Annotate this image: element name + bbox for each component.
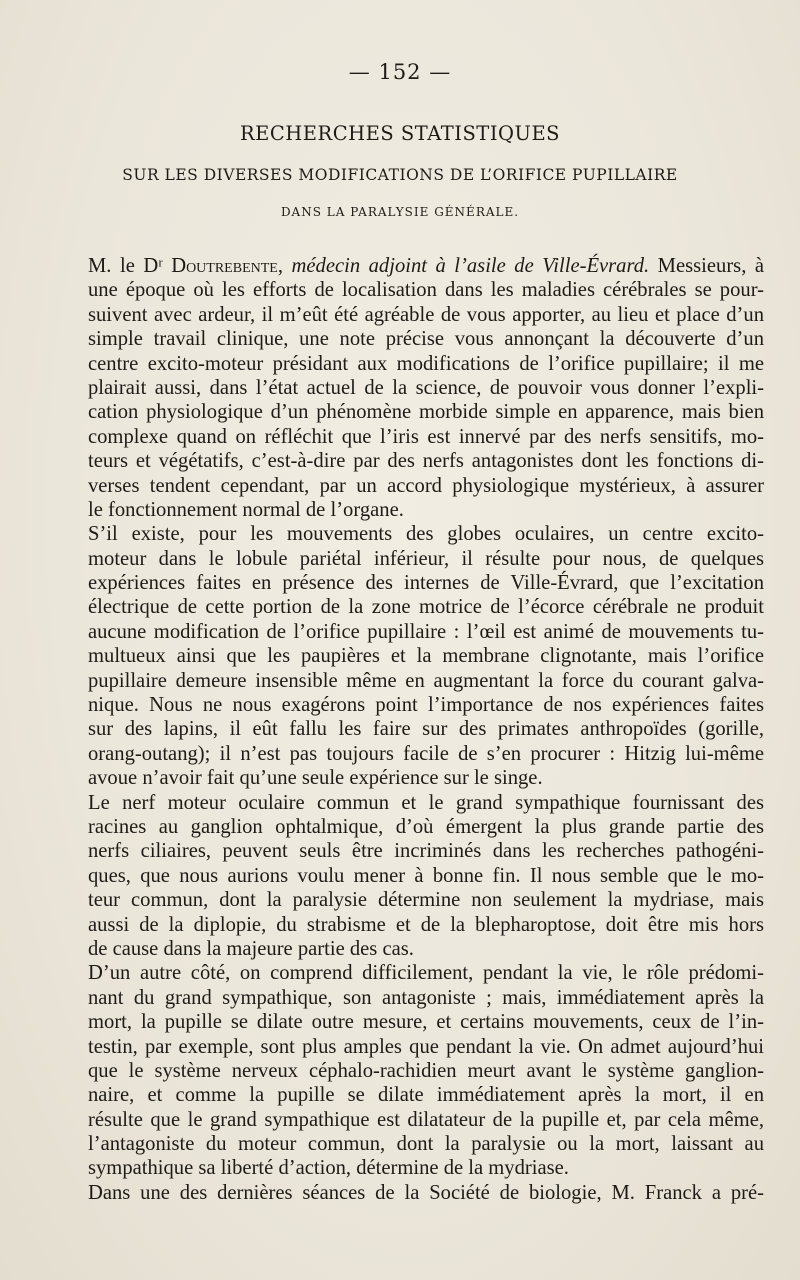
text-line: centre excito-moteur présidant aux modifications de l’orifice pupillaire; il me xyxy=(88,352,764,375)
speaker-prefix: M. le Dʳ xyxy=(88,255,172,277)
text-line: ques, que nous aurions voulu mener à bonne fin. Il nous semble que le mo- xyxy=(88,864,764,887)
body-text xyxy=(88,254,764,1205)
speaker-role: médecin adjoint à l’asile de Ville-Évrard. xyxy=(291,255,650,277)
text-line: teur commun, dont la paralysie détermine non seulement la mydriase, mais xyxy=(88,889,764,912)
text-line: mort, la pupille se dilate outre mesure, et certains mouvements, ceux de l’in- xyxy=(88,1011,764,1034)
text-line: pupillaire demeure insensible même en augmentant la force du courant galva- xyxy=(88,669,764,692)
text-line: complexe quand on réfléchit que l’iris est innervé par des nerfs sensitifs, mo- xyxy=(88,425,764,448)
text-line: l’antagoniste du moteur commun, dont la paralysie ou la mort, laissant au xyxy=(88,1133,764,1156)
speaker-name: Doutrebente xyxy=(171,255,278,277)
text-line: expériences faites en présence des internes de Ville-Évrard, que l’excitation xyxy=(88,572,764,595)
text-line: D’un autre côté, on comprend difficilement, pendant la vie, le rôle prédomi- xyxy=(88,962,764,985)
page-number: — 152 — xyxy=(348,60,452,84)
page-subtitle-secondary: DANS LA PARALYSIE GÉNÉRALE. xyxy=(280,205,520,219)
text-line: moteur dans le lobule pariétal inférieur, il résulte pour nous, de quelques xyxy=(88,547,764,570)
text-line: suivent avec ardeur, il m’eût été agréable de vous apporter, au lieu et place d’un xyxy=(88,303,764,326)
text-line: de cause dans la majeure partie des cas. xyxy=(88,937,414,960)
text-line: Dans une des dernières séances de la Société de biologie, M. Franck a pré- xyxy=(88,1181,764,1204)
page-title: RECHERCHES STATISTIQUES xyxy=(239,122,561,145)
text-line: verses tendent cependant, par un accord physiologique mystérieux, à assurer xyxy=(88,474,764,497)
text-line: simple travail clinique, une note précise vous annonçant la découverte d’un xyxy=(88,328,764,351)
text-lines xyxy=(88,278,764,1205)
text-line: nant du grand sympathique, son antagoniste ; mais, immédiatement après la xyxy=(88,986,764,1009)
text-line: nique. Nous ne nous exagérons point l’importance de nos expériences faites xyxy=(88,694,764,717)
text-line: S’il existe, pour les mouvements des globes oculaires, un centre excito- xyxy=(88,523,764,546)
text-line: une époque où les efforts de localisation dans les maladies cérébrales se pour- xyxy=(88,279,764,302)
text-line: électrique de cette portion de la zone motrice de l’écorce cérébrale ne produit xyxy=(88,596,764,619)
text-line: plairait aussi, dans l’état actuel de la science, de pouvoir vous donner l’expli- xyxy=(88,376,764,399)
text-line: testin, par exemple, sont plus amples que pendant la vie. On admet aujourd’hui xyxy=(88,1035,764,1058)
page-subtitle: SUR LES DIVERSES MODIFICATIONS DE L’ORIFICE PUPILLAIRE xyxy=(122,166,678,184)
text-line: teurs et végétatifs, c’est-à-dire par des nerfs antagonistes dont les fonctions di- xyxy=(88,450,764,473)
text-line: avoue n’avoir fait qu’une seule expérience sur le singe. xyxy=(88,767,543,790)
text-line: orang-outang); il n’est pas toujours facile de s’en procurer : Hitzig lui-même xyxy=(88,742,764,765)
text-line: aussi de la diplopie, du strabisme et de la blepharoptose, doit être mis hors xyxy=(88,913,764,936)
text-line: sympathique sa liberté d’action, détermine de la mydriase. xyxy=(88,1157,569,1180)
text-line: aucune modification de l’orifice pupillaire : l’œil est animé de mouvements tu- xyxy=(88,620,764,643)
text-line: sur des lapins, il eût fallu les faire sur des primates anthropoïdes (gorille, xyxy=(88,718,764,741)
first-line-rest: Messieurs, à xyxy=(649,255,764,277)
text-line: racines au ganglion ophtalmique, d’où émergent la plus grande partie des xyxy=(88,815,764,838)
text-line: que le système nerveux céphalo-rachidien meurt avant le système ganglion- xyxy=(88,1059,764,1082)
text-line: résulte que le grand sympathique est dilatateur de la pupille et, par cela même, xyxy=(88,1108,764,1131)
text-line: naire, et comme la pupille se dilate immédiatement après la mort, il en xyxy=(88,1084,764,1107)
text-line: nerfs ciliaires, peuvent seuls être incriminés dans les recherches pathogéni- xyxy=(88,840,764,863)
text-line: cation physiologique d’un phénomène morbide simple en apparence, mais bien xyxy=(88,401,764,424)
text-line: Le nerf moteur oculaire commun et le grand sympathique fournissant des xyxy=(88,791,764,814)
text-line: multueux ainsi que les paupières et la membrane clignotante, mais l’orifice xyxy=(88,645,764,668)
first-line: M. le Dʳ Doutrebente, médecin adjoint à l’asile de Ville-Évrard. Messieurs, à xyxy=(88,255,764,277)
text-line: le fonctionnement normal de l’organe. xyxy=(88,498,404,521)
